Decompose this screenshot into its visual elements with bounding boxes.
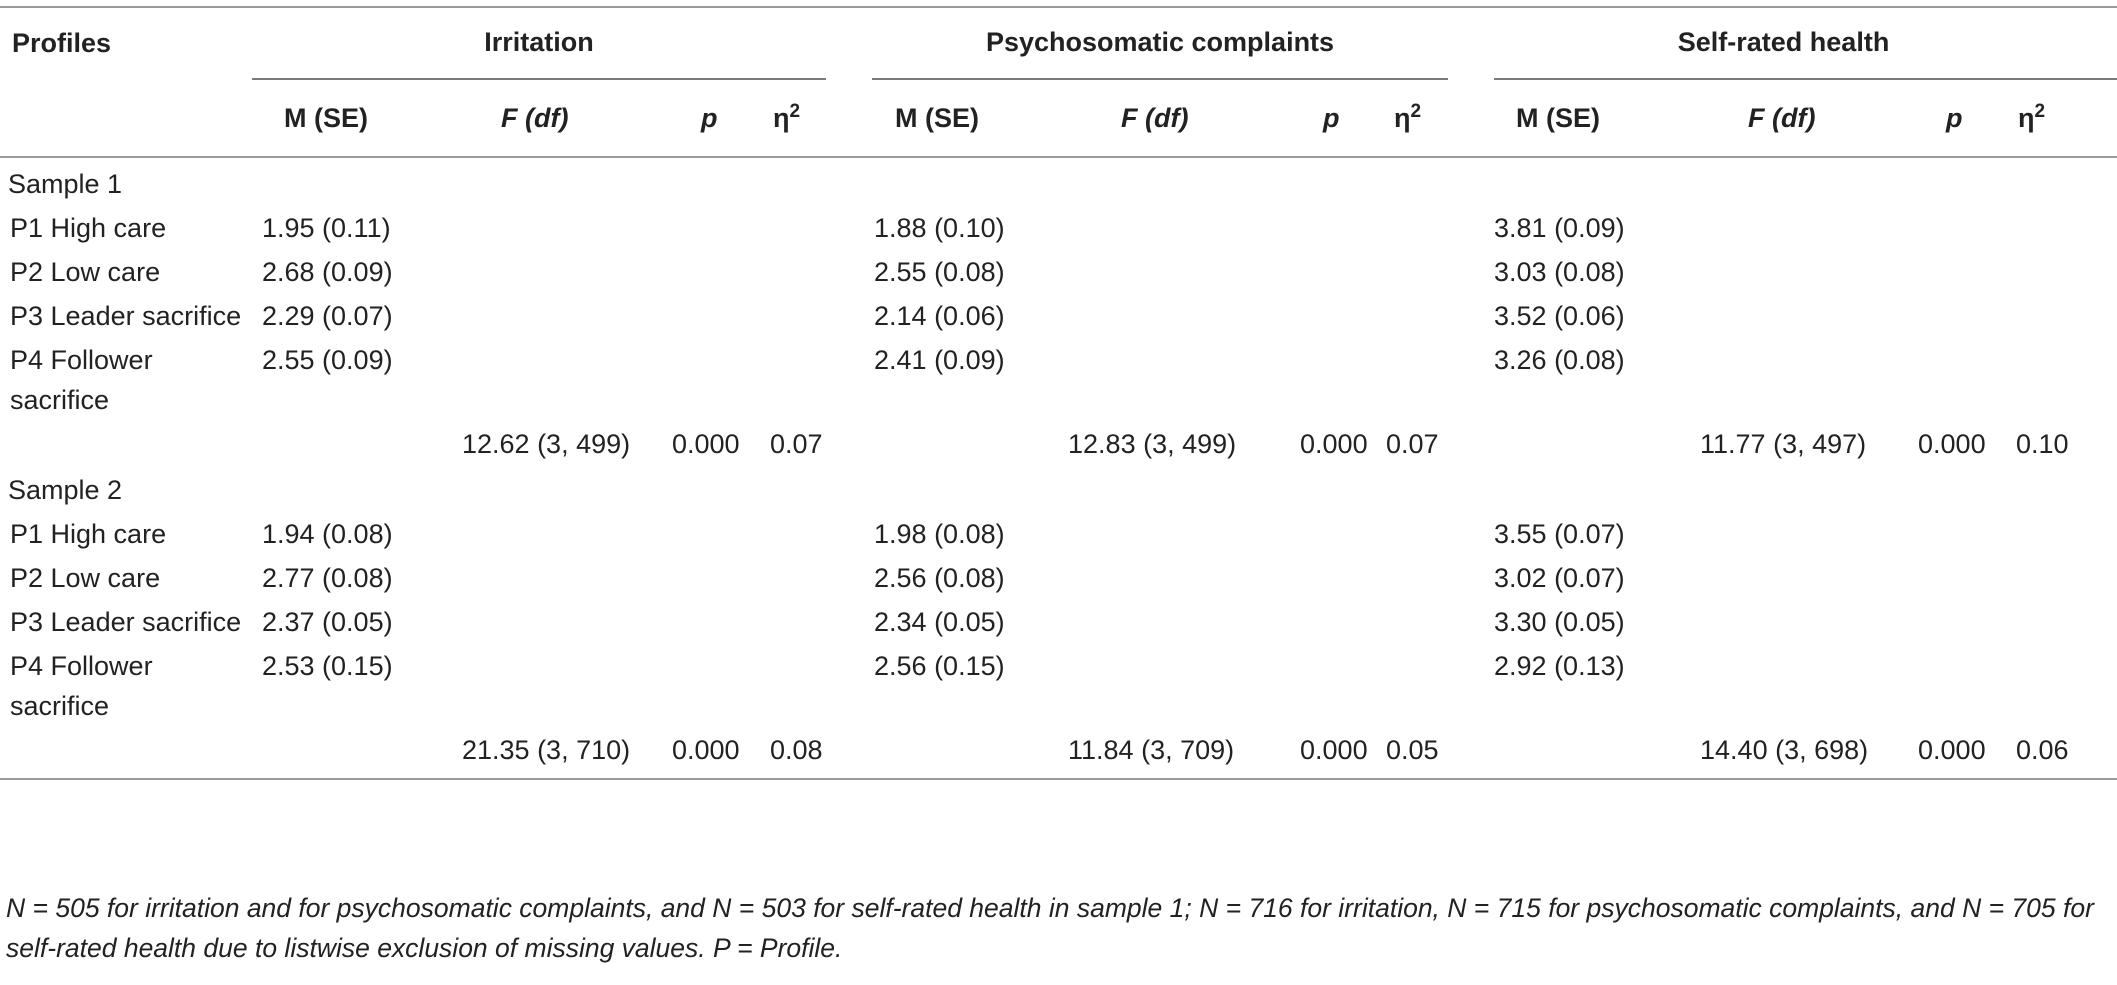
irritation-f: 21.35 (3, 710) (442, 726, 656, 779)
profile-label: P2 Low care (10, 257, 161, 287)
irritation-p-header: p (656, 79, 760, 157)
health-f: 14.40 (3, 698) (1688, 726, 1900, 779)
irritation-mse: 2.37 (0.05) (262, 607, 393, 637)
profile-label: P3 Leader sacrifice (10, 301, 242, 331)
irritation-mse: 2.53 (0.15) (262, 651, 393, 681)
profile-label: P2 Low care (10, 563, 161, 593)
irritation-fdf-header: F (df) (442, 79, 656, 157)
health-eta-header: $\eta^2$ (2004, 79, 2117, 157)
stats-row (0, 726, 2117, 779)
psychosomatic-fdf-header: F (df) (1064, 79, 1278, 157)
psychosomatic-eta: 0.05 (1382, 726, 1448, 779)
table-row (0, 554, 2117, 598)
profile-label: P1 High care (10, 213, 167, 243)
irritation-mse: 2.68 (0.09) (262, 257, 393, 287)
sample-1-row (0, 157, 2117, 204)
health-fdf-header: F (df) (1688, 79, 1900, 157)
profile-label: P4 Follower sacrifice (10, 345, 153, 415)
sample-2-row (0, 464, 2117, 510)
irritation-p: 0.000 (656, 726, 760, 779)
health-mse: 3.55 (0.07) (1494, 519, 1625, 549)
health-eta: 0.10 (2016, 429, 2069, 459)
health-mse: 3.26 (0.08) (1494, 345, 1625, 375)
table-row (0, 598, 2117, 642)
irritation-mse: 1.94 (0.08) (262, 519, 393, 549)
irritation-group-header: Irritation (252, 6, 826, 79)
psychosomatic-eta: 0.07 (1386, 429, 1439, 459)
table-row (0, 336, 2117, 420)
stats-row (0, 420, 2117, 464)
health-mse: 3.03 (0.08) (1494, 257, 1625, 287)
profile-label: P4 Follower sacrifice (10, 651, 153, 721)
health-mse: 3.02 (0.07) (1494, 563, 1625, 593)
health-p: 0.000 (1918, 429, 1986, 459)
health-mse: 3.30 (0.05) (1494, 607, 1625, 637)
sample-2-label: Sample 2 (8, 475, 123, 505)
header-row-groups (0, 6, 2117, 79)
health-f: 11.77 (3, 497) (1700, 429, 1867, 459)
psychosomatic-mse: 1.88 (0.10) (874, 213, 1005, 243)
psychosomatic-mse: 2.34 (0.05) (874, 607, 1005, 637)
psychosomatic-mse: 2.56 (0.15) (874, 651, 1005, 681)
psychosomatic-eta-header: $\eta^2$ (1382, 79, 1448, 157)
irritation-mse: 1.95 (0.11) (262, 213, 391, 243)
health-mse: 3.81 (0.09) (1494, 213, 1625, 243)
psychosomatic-mse: 2.41 (0.09) (874, 345, 1005, 375)
table-row (0, 204, 2117, 248)
header-row-subheads (0, 79, 2117, 157)
irritation-mse: 2.77 (0.08) (262, 563, 393, 593)
table-footnote: N = 505 for irritation and for psychosomatic complaints, and N = 503 for self-rated health in sample 1; N = 716 for irritation, N = 715 for psychosomatic complaints, and N = 705 for self-rated health due to listwise exclusion of missing values. P = Profile. (6, 893, 2094, 963)
psychosomatic-p: 0.000 (1300, 429, 1368, 459)
profile-label: P3 Leader sacrifice (10, 607, 242, 637)
table-row (0, 510, 2117, 554)
sample-1-label: Sample 1 (8, 169, 123, 199)
psychosomatic-mse-header: M (SE) (872, 79, 1064, 157)
irritation-p: 0.000 (672, 429, 740, 459)
psychosomatic-mse: 1.98 (0.08) (874, 519, 1005, 549)
psychosomatic-group-header: Psychosomatic complaints (872, 6, 1448, 79)
health-eta: 0.06 (2004, 726, 2117, 779)
psychosomatic-mse: 2.14 (0.06) (874, 301, 1005, 331)
irritation-eta: 0.08 (760, 726, 826, 779)
irritation-eta: 0.07 (770, 429, 823, 459)
health-mse-header: M (SE) (1494, 79, 1688, 157)
health-p-header: p (1900, 79, 2004, 157)
irritation-mse-header: M (SE) (252, 79, 442, 157)
results-table (0, 6, 2117, 780)
health-group-header: Self-rated health (1494, 6, 2117, 79)
table-row (0, 292, 2117, 336)
health-mse: 3.52 (0.06) (1494, 301, 1625, 331)
irritation-eta-header: $\eta^2$ (760, 79, 826, 157)
psychosomatic-f: 12.83 (3, 499) (1068, 429, 1237, 459)
profile-label: P1 High care (10, 519, 167, 549)
psychosomatic-mse: 2.56 (0.08) (874, 563, 1005, 593)
table-row (0, 248, 2117, 292)
health-mse: 2.92 (0.13) (1494, 651, 1625, 681)
health-p: 0.000 (1900, 726, 2004, 779)
psychosomatic-p-header: p (1278, 79, 1382, 157)
irritation-f: 12.62 (3, 499) (462, 429, 631, 459)
irritation-mse: 2.55 (0.09) (262, 345, 393, 375)
table-row (0, 642, 2117, 726)
psychosomatic-mse: 2.55 (0.08) (874, 257, 1005, 287)
psychosomatic-p: 0.000 (1278, 726, 1382, 779)
profiles-header: Profiles (12, 27, 112, 58)
psychosomatic-f: 11.84 (3, 709) (1064, 726, 1278, 779)
irritation-mse: 2.29 (0.07) (262, 301, 393, 331)
